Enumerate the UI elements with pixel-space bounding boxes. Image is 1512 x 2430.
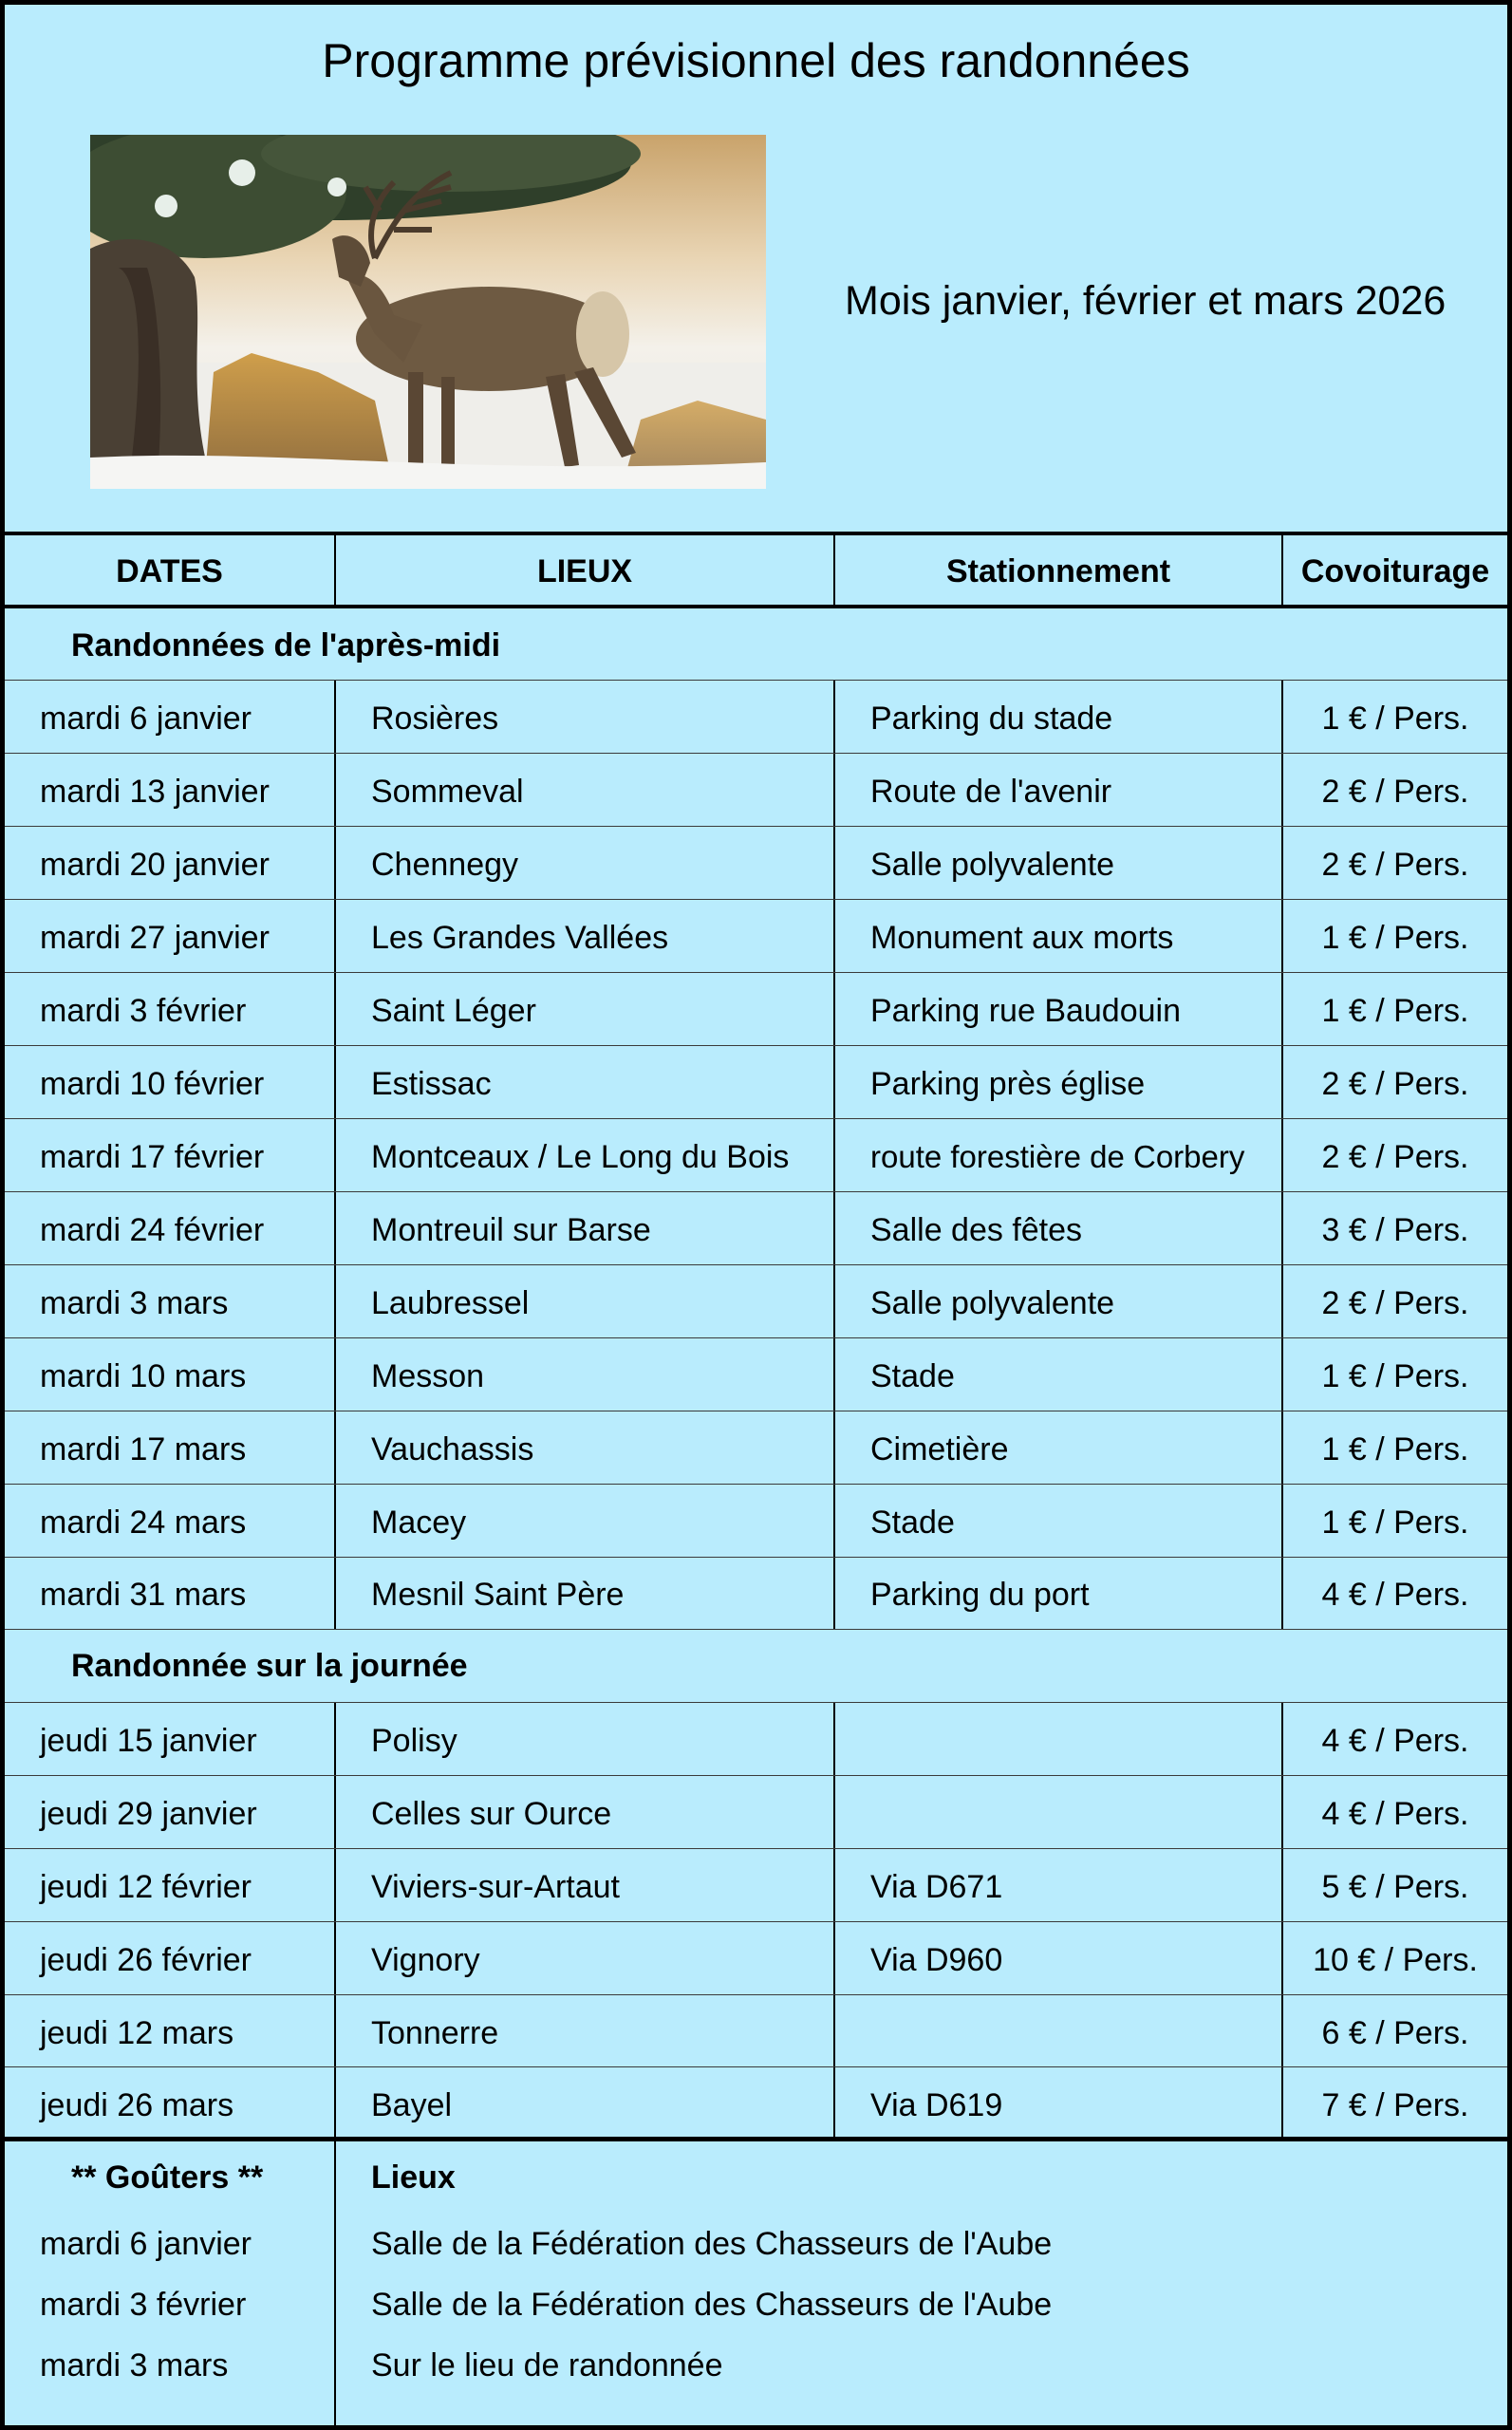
deer-photo [90,135,766,489]
row-date: mardi 10 février [40,1066,265,1102]
row-line [5,1045,1507,1046]
row-covoiturage: 2 € / Pers. [1321,774,1469,810]
row-stationnement: Salle polyvalente [870,1285,1115,1321]
gouter-lieu: Sur le lieu de randonnée [371,2347,723,2383]
row-date: mardi 13 janvier [40,774,270,810]
row-covoiturage: 2 € / Pers. [1321,1066,1469,1102]
row-line [5,1994,1507,1995]
row-date: mardi 3 mars [40,1285,229,1321]
row-lieu: Sommeval [371,774,524,810]
row-covoiturage: 1 € / Pers. [1321,993,1469,1029]
row-lieu: Viviers-sur-Artaut [371,1869,620,1905]
row-lieu: Polisy [371,1723,457,1759]
period-text: Mois janvier, février et mars 2026 [845,278,1447,324]
row-lieu: Montreuil sur Barse [371,1212,651,1248]
row-lieu: Saint Léger [371,993,536,1029]
gouter-date: mardi 3 février [40,2287,247,2323]
row-lieu: Macey [371,1505,467,1541]
row-stationnement: Route de l'avenir [870,774,1112,810]
row-date: jeudi 15 janvier [40,1723,257,1759]
row-covoiturage: 1 € / Pers. [1321,920,1469,956]
row-date: jeudi 12 février [40,1869,252,1905]
row-date: mardi 24 mars [40,1505,247,1541]
row-date: mardi 20 janvier [40,847,270,883]
row-line [5,1484,1507,1485]
row-line [5,1337,1507,1338]
row-line [5,1191,1507,1192]
row-lieu: Les Grandes Vallées [371,920,669,956]
row-line [5,1702,1507,1703]
row-stationnement: Salle des fêtes [870,1212,1083,1248]
divider-gouters [334,2140,336,2430]
row-lieu: Laubressel [371,1285,530,1321]
section-day: Randonnée sur la journée [71,1648,468,1684]
row-lieu: Vauchassis [371,1431,534,1467]
row-stationnement: Via D960 [870,1942,1003,1978]
row-line [5,1848,1507,1849]
row-lieu: Chennegy [371,847,519,883]
page-title: Programme prévisionnel des randonnées [322,34,1190,87]
row-line [5,1921,1507,1922]
row-line [5,1118,1507,1119]
row-line [5,2066,1507,2067]
row-lieu: Vignory [371,1942,480,1978]
gouter-lieu: Salle de la Fédération des Chasseurs de l'Aube [371,2226,1053,2262]
deer-photo-icon [90,135,766,489]
divider-lieux-afternoon [833,681,835,1630]
row-lieu: Mesnil Saint Père [371,1577,625,1613]
row-line [5,753,1507,754]
row-line [5,1264,1507,1265]
row-lieu: Montceaux / Le Long du Bois [371,1139,790,1175]
row-stationnement: Stade [870,1505,955,1541]
gouter-lieu: Salle de la Fédération des Chasseurs de l'Aube [371,2287,1053,2323]
row-date: jeudi 26 mars [40,2087,234,2123]
row-date: jeudi 26 février [40,1942,252,1978]
row-date: jeudi 29 janvier [40,1796,257,1832]
row-covoiturage: 7 € / Pers. [1321,2087,1469,2123]
row-stationnement: Parking du port [870,1577,1090,1613]
row-stationnement: route forestière de Corbery [870,1139,1245,1174]
row-line [5,972,1507,973]
row-stationnement: Via D619 [870,2087,1003,2123]
row-covoiturage: 2 € / Pers. [1321,1139,1469,1175]
header-covoiturage: Covoiturage [1300,553,1490,589]
gouter-date: mardi 6 janvier [40,2226,252,2262]
row-line [5,680,1507,681]
row-date: mardi 6 janvier [40,701,252,737]
row-lieu: Rosières [371,701,499,737]
header-dates: DATES [116,553,223,589]
row-stationnement: Via D671 [870,1869,1003,1905]
row-stationnement: Cimetière [870,1431,1009,1467]
row-covoiturage: 2 € / Pers. [1321,847,1469,883]
row-stationnement: Salle polyvalente [870,847,1115,883]
row-date: mardi 27 janvier [40,920,270,956]
row-lieu: Messon [371,1358,485,1394]
row-stationnement: Parking près église [870,1066,1146,1102]
row-covoiturage: 1 € / Pers. [1321,1505,1469,1541]
gouters-header-lieu: Lieux [371,2159,456,2196]
row-date: mardi 24 février [40,1212,265,1248]
header-stationnement: Stationnement [945,553,1171,589]
row-covoiturage: 1 € / Pers. [1321,701,1469,737]
row-lieu: Estissac [371,1066,492,1102]
gouters-header-date: ** Goûters ** [71,2159,264,2196]
row-date: mardi 17 mars [40,1431,247,1467]
gouter-date: mardi 3 mars [40,2347,229,2383]
row-date: mardi 10 mars [40,1358,247,1394]
section-afternoon: Randonnées de l'après-midi [71,627,501,664]
row-covoiturage: 5 € / Pers. [1321,1869,1469,1905]
row-date: mardi 17 février [40,1139,265,1175]
row-stationnement: Parking du stade [870,701,1113,737]
row-line [5,1775,1507,1776]
row-covoiturage: 4 € / Pers. [1321,1723,1469,1759]
row-stationnement: Stade [870,1358,955,1394]
row-covoiturage: 10 € / Pers. [1313,1942,1478,1978]
row-covoiturage: 3 € / Pers. [1321,1212,1469,1248]
row-covoiturage: 6 € / Pers. [1321,2015,1469,2051]
row-covoiturage: 1 € / Pers. [1321,1431,1469,1467]
row-stationnement: Monument aux morts [870,920,1174,956]
row-lieu: Tonnerre [371,2015,499,2051]
divider-dates-afternoon [334,681,336,1630]
row-line [5,1557,1507,1558]
row-line [5,899,1507,900]
row-date: mardi 3 février [40,993,247,1029]
row-covoiturage: 4 € / Pers. [1321,1577,1469,1613]
row-covoiturage: 1 € / Pers. [1321,1358,1469,1394]
row-stationnement: Parking rue Baudouin [870,993,1182,1029]
row-covoiturage: 4 € / Pers. [1321,1796,1469,1832]
header-lieux: LIEUX [536,553,633,589]
row-covoiturage: 2 € / Pers. [1321,1285,1469,1321]
row-line [5,1629,1507,1630]
row-date: jeudi 12 mars [40,2015,234,2051]
row-lieu: Celles sur Ource [371,1796,612,1832]
row-date: mardi 31 mars [40,1577,247,1613]
row-lieu: Bayel [371,2087,453,2123]
row-line [5,826,1507,827]
